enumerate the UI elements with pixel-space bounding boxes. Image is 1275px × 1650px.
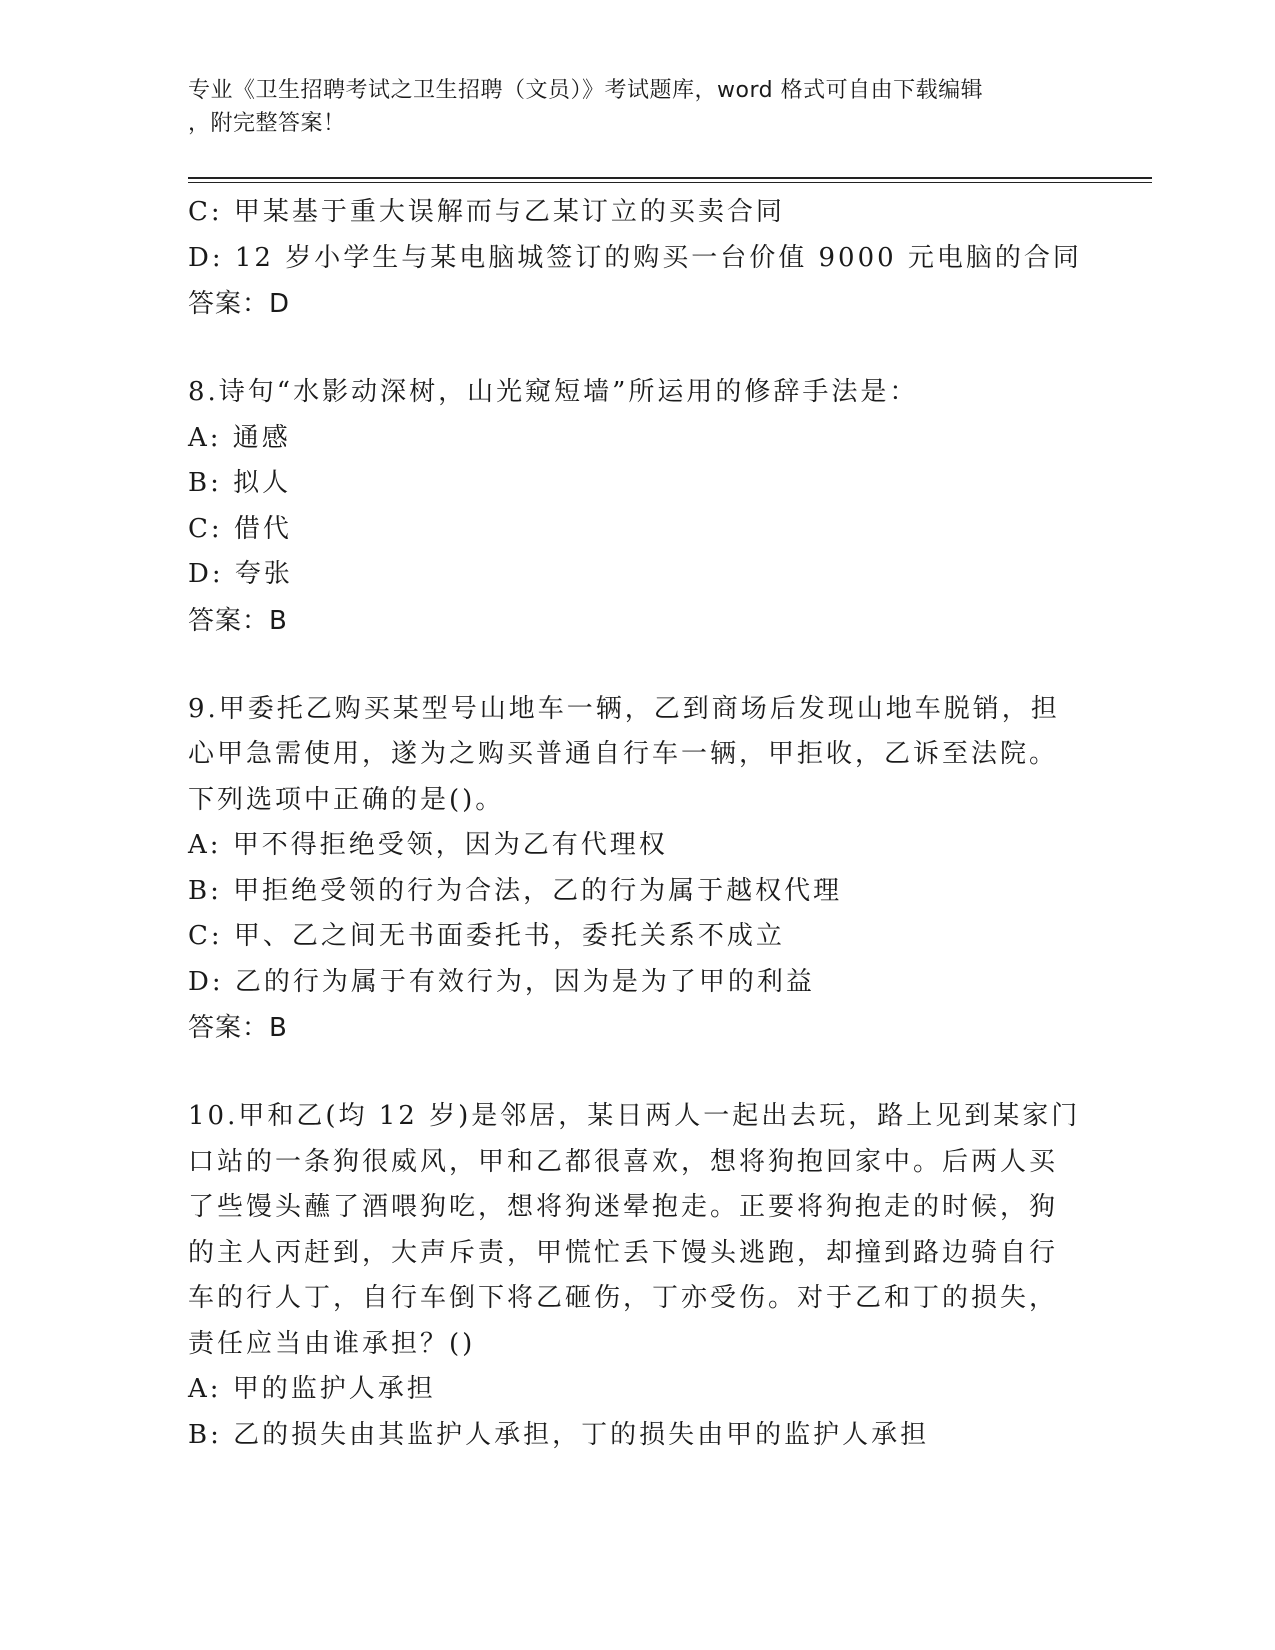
option-a: A: 通感 (188, 422, 291, 453)
answer-line: 答案：B (188, 1013, 288, 1043)
option-b: B: 甲拒绝受领的行为合法，乙的行为属于越权代理 (188, 875, 843, 906)
header-divider-thin (188, 182, 1152, 183)
answer-line: 答案：B (188, 605, 288, 636)
question-stem-line: 9.甲委托乙购买某型号山地车一辆，乙到商场后发现山地车脱销，担 (188, 693, 1060, 724)
document-header (188, 74, 1068, 140)
option-c: C: 甲、乙之间无书面委托书，委托关系不成立 (188, 921, 785, 951)
header-line-2: ，附完整答案！ (188, 111, 346, 136)
spacer (188, 1052, 1088, 1094)
option-a: A: 甲不得拒绝受领，因为乙有代理权 (188, 830, 668, 860)
question-10 (188, 1094, 1088, 1458)
question-list (188, 190, 1088, 1458)
spacer (188, 645, 1088, 687)
question-7-tail (188, 190, 1088, 328)
spacer (188, 328, 1088, 370)
header-divider-thick (188, 177, 1152, 179)
question-stem: 8.诗句“水影动深树，山光窥短墙”所运用的修辞手法是： (188, 377, 919, 407)
answer-line: 答案：D (188, 289, 291, 319)
question-stem-line: 责任应当由谁承担？() (188, 1328, 476, 1359)
question-stem-line: 心甲急需使用，遂为之购买普通自行车一辆，甲拒收，乙诉至法院。 (188, 739, 1059, 769)
option-c: C: 甲某基于重大误解而与乙某订立的买卖合同 (188, 197, 785, 227)
option-d: D: 夸张 (188, 559, 293, 589)
question-8 (188, 370, 1088, 645)
option-b: B: 拟人 (188, 468, 292, 498)
question-stem-line: 下列选项中正确的是()。 (188, 784, 505, 815)
option-d: D: 12 岁小学生与某电脑城签订的购买一台价值 9000 元电脑的合同 (188, 242, 1082, 273)
question-stem-line: 的主人丙赶到，大声斥责，甲慌忙丢下馒头逃跑，却撞到路边骑自行 (188, 1237, 1059, 1268)
option-c: C: 借代 (188, 513, 292, 544)
question-stem-line: 口站的一条狗很威风，甲和乙都很喜欢，想将狗抱回家中。后两人买 (188, 1146, 1059, 1177)
question-stem-line: 车的行人丁，自行车倒下将乙砸伤，丁亦受伤。对于乙和丁的损失， (188, 1283, 1059, 1313)
option-d: D: 乙的行为属于有效行为，因为是为了甲的利益 (188, 966, 815, 997)
option-b: B: 乙的损失由其监护人承担，丁的损失由甲的监护人承担 (188, 1419, 930, 1450)
question-stem-line: 了些馒头蘸了酒喂狗吃，想将狗迷晕抱走。正要将狗抱走的时候，狗 (188, 1192, 1059, 1222)
option-a: A: 甲的监护人承担 (188, 1374, 436, 1404)
header-line-1: 专业《卫生招聘考试之卫生招聘（文员）》考试题库，word 格式可自由下载编辑 (188, 78, 984, 103)
question-9 (188, 687, 1088, 1053)
question-stem-line: 10.甲和乙(均 12 岁)是邻居，某日两人一起出去玩，路上见到某家门 (188, 1101, 1081, 1131)
